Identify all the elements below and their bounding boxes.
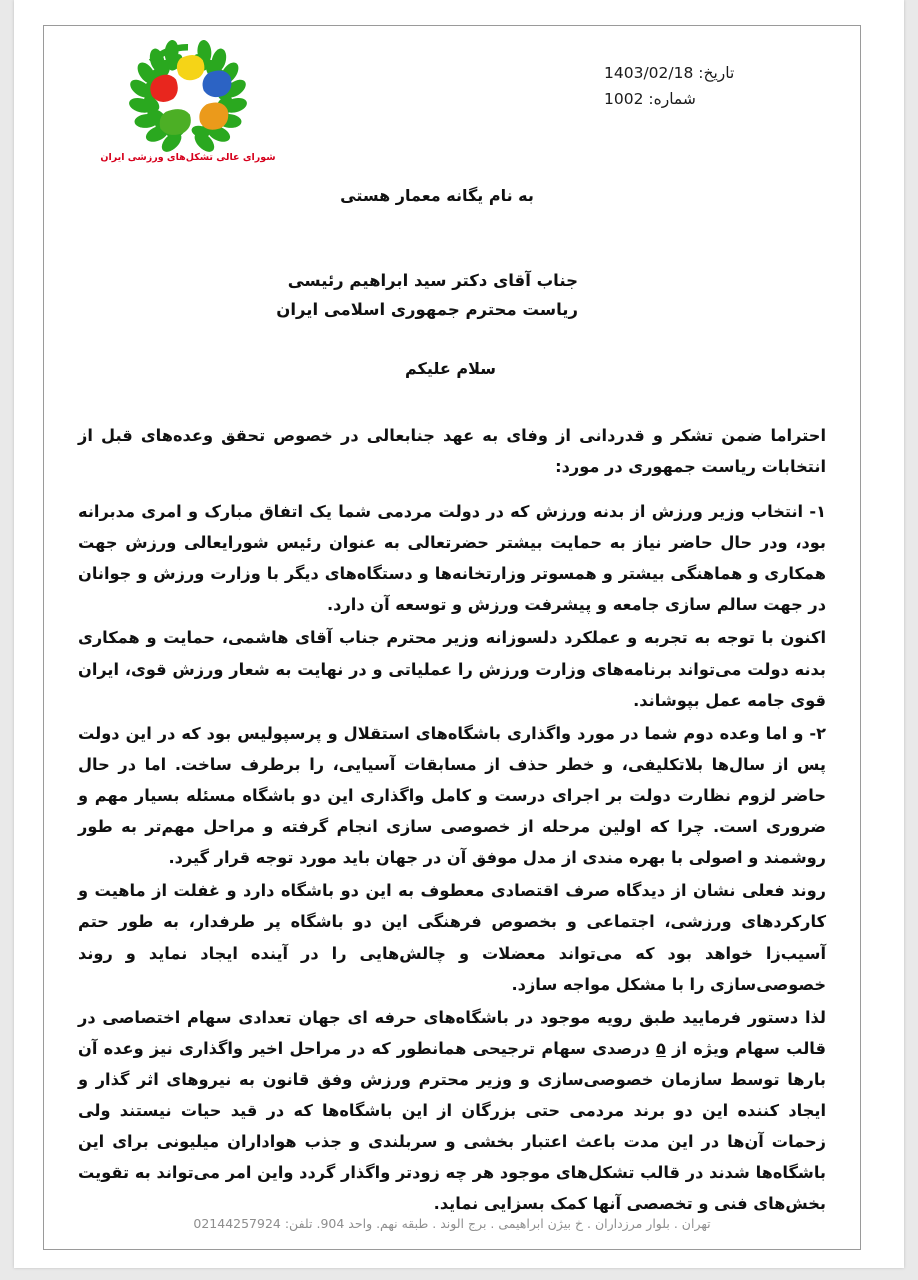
letter-header [44,26,860,186]
letter-body [44,186,860,1219]
addressee-title: ریاست محترم جمهوری اسلامی ایران [276,299,578,319]
footer-address: تهران . بلوار مرزداران . خ بیژن ابراهیمی . برج الوند . طبقه نهم. واحد 904. تلفن: 02144257924 [193,1216,711,1231]
green-shape-icon [160,109,191,135]
paragraph-item-2: ۲- و اما وعده دوم شما در مورد واگذاری باشگاه‌های استقلال و پرسپولیس بود که در این دولت پس از سال‌ها بلاتکلیفی، و خطر حذف از مسابقات آسیایی، را برطرف ساخت. اما در حال حاضر لزوم نظارت دولت بر اجرای درست و کامل واگذاری این دو باشگاه مسئله بسیار مهم و ضروری است. چرا که اولین مرحله از خصوصی سازی انجام گرفته و مراحل مهم‌تر به طور روشمند و اصولی با بهره مندی از مدل موفق آن در جهان باید مورد توجه قرار گیرد. [78,723,826,868]
logo-mark [114,38,262,156]
addressee-name: جناب آقای دکتر سید ابراهیم رئیسی [287,271,578,290]
logo-caption: شورای عالی تشکل‌های ورزشی ایران [100,152,276,163]
paragraph-opening: احتراما ضمن تشکر و قدردانی از وفای به عهد جنابعالی در خصوص تحقق وعده‌های قبل از انتخابات ریاست جمهوری در مورد: [78,425,826,476]
invocation-line: به نام یگانه معمار هستی [340,186,534,205]
yellow-shape-icon [177,55,205,80]
organization-logo [88,38,288,186]
orange-shape-icon [199,103,228,130]
greeting-line: سلام علیکم [404,358,496,378]
request-text-after: درصدی سهام ترجیحی همانطور که در مراحل اخیر واگذاری نیز وعده آن بارها توسط سازمان خصوصی‌سازی و وزیر محترم ورزش وفق قانون به نیروهای اثر گذار و ایجاد کننده این دو برند مردمی حتی بزرگان از این باشگاه‌ها که در قید حیات نیستند ولی زحمات آن‌ها در این مدت باعث اعتبار بخشی و سربلندی و جذب هواداران میلیونی برای این باشگاه‌ها شدند در قالب تشکل‌های موجود هر چه زودتر واگذار گردد واین امر می‌تواند به تقویت بخش‌های فنی و تخصصی آنها کمک بسزایی نماید. [78,1038,826,1214]
laurel-wreath-icon [114,38,262,156]
blue-shape-icon [203,71,232,98]
paragraph-item-1: ۱- انتخاب وزیر ورزش از بدنه ورزش که در دولت مردمی شما یک اتفاق مبارک و امری مدبرانه بود، ودر حال حاضر نیاز به حمایت بیشتر حضرتعالی به عنوان رئیس شورایعالی ورزش جهت همکاری و هماهنگی بیشتر و همسوتر وزارتخانه‌ها و دستگاه‌های دیگر با وزارت ورزش و جوانان در جهت سالم سازی جامعه و پیشرفت ورزش و توسعه آن دارد. [78,501,826,615]
number-line: شماره: 1002 [604,89,696,108]
paragraph-request [78,1002,826,1220]
date-line: تاریخ: 1403/02/18 [604,64,735,82]
paragraph-item-1-followup: اکنون با توجه به تجربه و عملکرد دلسوزانه وزیر محترم جناب آقای هاشمی، حمایت و همکاری بدنه دولت می‌تواند برنامه‌های وزارت ورزش را عملیاتی و در نهایت به شعار ورزش قوی، ایران قوی جامه عمل بپوشاند. [78,628,826,710]
paragraph-item-2-followup: روند فعلی نشان از دیدگاه صرف اقتصادی معطوف به این دو باشگاه دارد و غفلت از ماهیت و کارکردهای ورزشی، اجتماعی و بخصوص فرهنگی این دو باشگاه پر طرفدار، به طور حتم آسیب‌زا خواهد بود که می‌تواند معضلات و چالش‌هایی را در آینده ایجاد نماید و روند خصوصی‌سازی را با مشکل مواجه سازد. [78,881,826,994]
share-percent-value: ۵ [655,1038,666,1058]
header-meta [604,61,734,112]
page-sheet [14,0,904,1268]
request-text-before: لذا دستور فرمایید طبق رویه موجود در باشگاه‌های حرفه ای جهان تعدادی سهام اختصاصی در قالب سهام ویژه از [78,1007,826,1058]
document-frame [43,25,861,1250]
addressee-block [78,267,826,325]
